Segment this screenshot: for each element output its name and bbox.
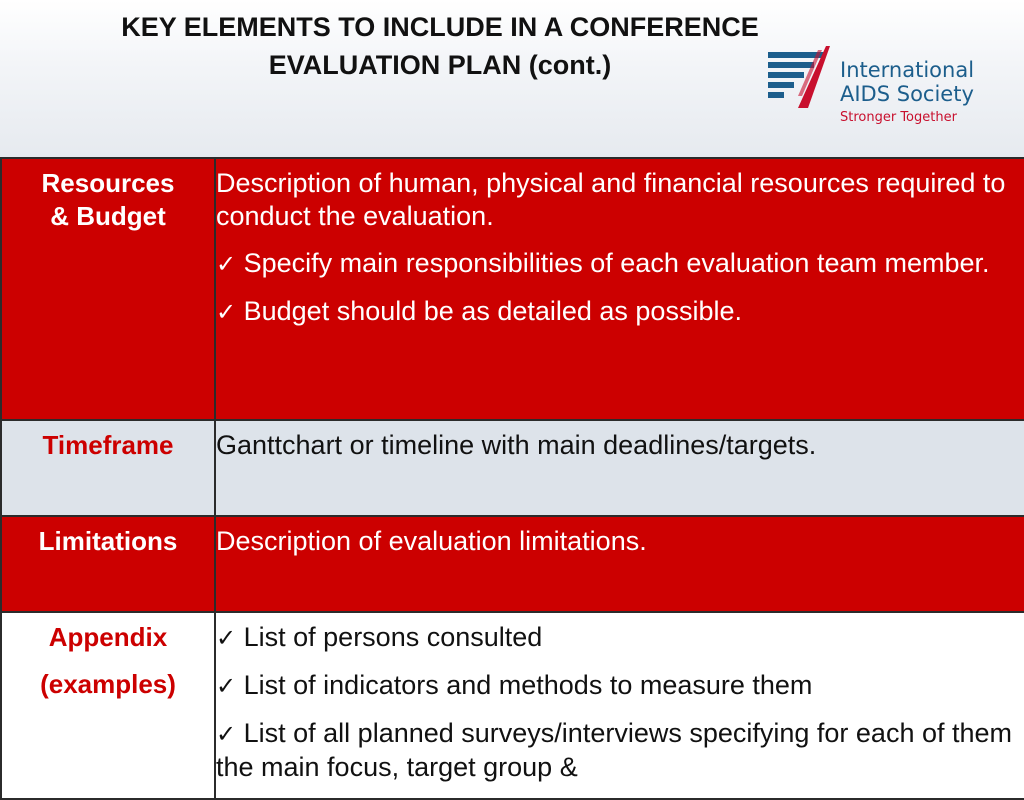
row-description-cell bbox=[215, 612, 1024, 799]
slide-title-line-2: EVALUATION PLAN (cont.) bbox=[268, 50, 612, 80]
row-description: Description of human, physical and financial resources required to conduct the evaluation. bbox=[216, 168, 1006, 231]
evaluation-plan-table bbox=[0, 157, 1024, 800]
bullet-item bbox=[216, 247, 1024, 281]
logo-tagline: Stronger Together bbox=[840, 110, 957, 125]
row-label-cell bbox=[1, 516, 215, 612]
bullet-text: List of all planned surveys/interviews specifying for each of them the main focus, target group & bbox=[216, 718, 1013, 782]
row-description-cell bbox=[215, 420, 1024, 516]
bullet-item bbox=[216, 669, 1024, 703]
bullet-item bbox=[216, 295, 1024, 329]
check-mark-icon: ✓ bbox=[216, 720, 237, 748]
bullet-text: Specify main responsibilities of each evaluation team member. bbox=[243, 248, 990, 278]
bullet-text: List of persons consulted bbox=[243, 622, 543, 652]
row-label: Timeframe bbox=[42, 430, 174, 460]
table-row-timeframe bbox=[1, 420, 1024, 516]
bullet-item bbox=[216, 621, 1024, 655]
row-label-cell bbox=[1, 420, 215, 516]
check-mark-icon: ✓ bbox=[216, 624, 237, 652]
ias-logo bbox=[768, 46, 1008, 132]
ias-logo-mark-icon bbox=[768, 46, 830, 108]
row-label-cell bbox=[1, 158, 215, 420]
row-description: Ganttchart or timeline with main deadlines/targets. bbox=[216, 430, 817, 460]
bullet-text: Budget should be as detailed as possible. bbox=[243, 296, 742, 326]
row-description-cell bbox=[215, 516, 1024, 612]
table-row-resources bbox=[1, 158, 1024, 420]
row-label: Appendix bbox=[48, 622, 168, 652]
table-row-limitations bbox=[1, 516, 1024, 612]
bullet-item bbox=[216, 717, 1024, 784]
logo-name-line-2: AIDS Society bbox=[840, 82, 974, 106]
row-label-cell bbox=[1, 612, 215, 799]
row-description-cell bbox=[215, 158, 1024, 420]
check-mark-icon: ✓ bbox=[216, 672, 237, 700]
row-description: Description of evaluation limitations. bbox=[216, 526, 647, 556]
slide-title bbox=[0, 8, 880, 84]
row-label: & Budget bbox=[50, 201, 166, 231]
slide-title-line-1: KEY ELEMENTS TO INCLUDE IN A CONFERENCE bbox=[121, 12, 759, 42]
bullet-text: List of indicators and methods to measure them bbox=[243, 670, 813, 700]
row-label: Resources bbox=[41, 168, 175, 198]
table-row-appendix bbox=[1, 612, 1024, 799]
row-label: Limitations bbox=[38, 526, 178, 556]
check-mark-icon: ✓ bbox=[216, 298, 237, 326]
logo-name-line-1: International bbox=[840, 58, 975, 82]
check-mark-icon: ✓ bbox=[216, 250, 237, 278]
row-label: (examples) bbox=[40, 669, 176, 699]
slide-header bbox=[0, 0, 1024, 158]
